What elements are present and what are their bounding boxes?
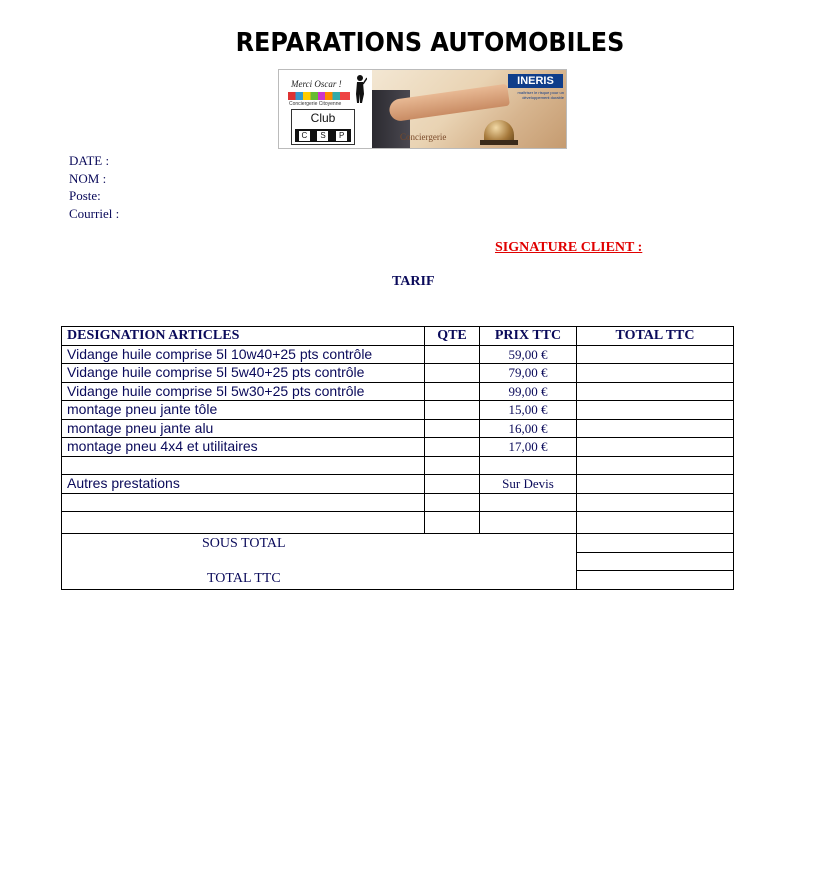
csp-letter-p: P [336,131,347,141]
csp-letters [295,129,351,142]
ineris-tagline: maîtriser le risque pour un développement durable [517,90,564,100]
customer-fields [69,152,119,222]
bell-icon [484,120,514,142]
prix-cell: 16,00 € [480,419,577,438]
header-prix: PRIX TTC [480,327,577,346]
total-cell [577,345,734,364]
total-cell [577,419,734,438]
table-row [62,345,734,364]
header-designation: DESIGNATION ARTICLES [62,327,425,346]
prix-cell [480,512,577,534]
merci-oscar-logo [279,70,372,148]
designation-cell: montage pneu jante alu [62,419,425,438]
csp-letter-s: S [317,131,328,141]
designation-cell [62,456,425,475]
qte-cell [425,512,480,534]
table-row [62,382,734,401]
designation-cell: montage pneu 4x4 et utilitaires [62,438,425,457]
prix-cell: 99,00 € [480,382,577,401]
designation-cell: Vidange huile comprise 5l 10w40+25 pts contrôle [62,345,425,364]
totals-label-cell [62,534,577,590]
table-row [62,493,734,512]
totals-row [62,534,734,553]
table-row [62,512,734,534]
prix-cell: 15,00 € [480,401,577,420]
table-row [62,364,734,383]
total-cell [577,475,734,494]
qte-cell [425,493,480,512]
table-row [62,438,734,457]
prix-cell: 59,00 € [480,345,577,364]
designation-cell: Vidange huile comprise 5l 5w30+25 pts contrôle [62,382,425,401]
total-cell [577,364,734,383]
qte-cell [425,345,480,364]
prix-cell: 79,00 € [480,364,577,383]
total-cell [577,456,734,475]
qte-cell [425,475,480,494]
club-csp-logo [291,109,355,145]
sous-total-label: SOUS TOTAL [202,536,286,551]
total-cell [577,438,734,457]
table-row [62,401,734,420]
total-cell [577,512,734,534]
total-cell [577,401,734,420]
signature-client-label: SIGNATURE CLIENT : [495,240,643,255]
designation-cell: Vidange huile comprise 5l 5w40+25 pts contrôle [62,364,425,383]
poste-field-label: Poste: [69,188,101,203]
prix-cell: Sur Devis [480,475,577,494]
header-qte: QTE [425,327,480,346]
tarif-table [61,326,734,590]
partner-logo-banner [278,69,567,149]
qte-cell [425,438,480,457]
bell-base [480,140,518,145]
table-header-row [62,327,734,346]
csp-letter-c: C [299,131,310,141]
designation-cell: montage pneu jante tôle [62,401,425,420]
prix-cell [480,456,577,475]
tarif-heading: TARIF [392,274,435,289]
table-row [62,419,734,438]
document-title: REPARATIONS AUTOMOBILES [235,28,625,58]
ineris-logo: INERIS [508,74,563,88]
prix-cell: 17,00 € [480,438,577,457]
table-row [62,456,734,475]
qte-cell [425,382,480,401]
total-ttc-label: TOTAL TTC [207,571,281,586]
qte-cell [425,364,480,383]
designation-cell [62,512,425,534]
table-row [62,475,734,494]
total-ttc-value-cell [577,571,734,590]
totals-middle-cell [577,552,734,571]
header-total: TOTAL TTC [577,327,734,346]
total-cell [577,382,734,401]
courriel-field-label: Courriel : [69,205,120,221]
sous-total-value-cell [577,534,734,553]
qte-cell [425,401,480,420]
club-label: Club [310,111,336,125]
prix-cell [480,493,577,512]
qte-cell [425,419,480,438]
conciergerie-citoyenne-text: Conciergerie Citoyenne [289,101,342,107]
designation-cell [62,493,425,512]
merci-oscar-text: Merci Oscar ! [291,79,342,89]
date-field-label: DATE : [69,153,110,168]
oscar-figure-icon [353,74,367,104]
total-cell [577,493,734,512]
designation-cell: Autres prestations [62,475,425,494]
conciergerie-label: Conciergerie [400,132,447,142]
nom-field-label: NOM : [69,170,107,186]
qte-cell [425,456,480,475]
color-strip [288,92,350,100]
